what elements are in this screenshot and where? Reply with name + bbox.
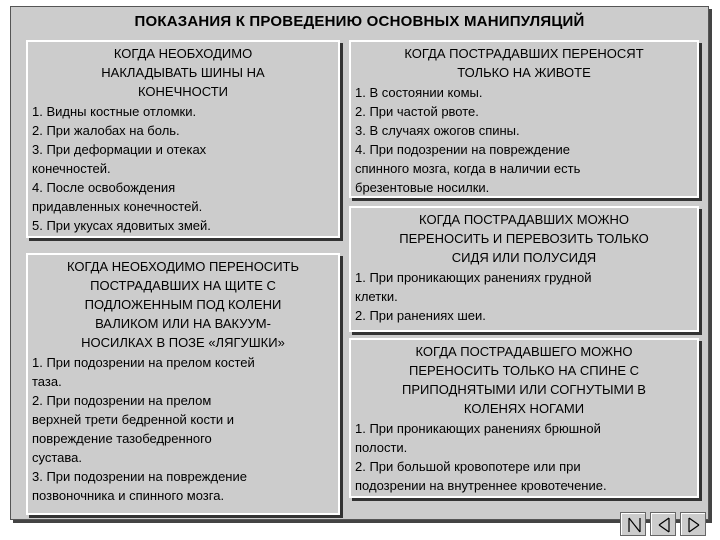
nav-first-button[interactable] — [620, 512, 646, 536]
list-item: 1. Видны костные отломки. — [32, 104, 197, 119]
panel-sitting — [349, 206, 699, 332]
panel-items — [355, 419, 693, 495]
list-item: 2. При большой кровопотере или при — [355, 459, 581, 474]
list-item: придавленных конечностей. — [32, 199, 203, 214]
list-item: 2. При жалобах на боль. — [32, 123, 180, 138]
list-item: 3. В случаях ожогов спины. — [355, 123, 520, 138]
list-item: 5. При укусах ядовитых змей. — [32, 218, 211, 233]
panel-on-stomach — [349, 40, 699, 198]
list-item: подозрении на внутреннее кровотечение. — [355, 478, 607, 493]
list-item: 2. При частой рвоте. — [355, 104, 479, 119]
list-item: 4. При подозрении на повреждение — [355, 142, 570, 157]
list-item: таза. — [32, 374, 62, 389]
list-item: 1. При проникающих ранениях брюшной — [355, 421, 601, 436]
list-item: 2. При подозрении на прелом — [32, 393, 212, 408]
list-item: брезентовые носилки. — [355, 180, 490, 195]
list-item: верхней трети бедренной кости и — [32, 412, 235, 427]
list-item: 2. При ранениях шеи. — [355, 308, 486, 323]
nav-next-button[interactable] — [680, 512, 706, 536]
nav-next-icon — [681, 513, 707, 537]
panel-items — [32, 353, 334, 505]
slide-navigation — [612, 512, 712, 538]
list-item: 3. При подозрении на повреждение — [32, 469, 247, 484]
panel-items — [355, 83, 693, 197]
list-item: 1. При проникающих ранениях грудной — [355, 270, 592, 285]
list-item: повреждение тазобедренного — [32, 431, 212, 446]
panel-on-back — [349, 338, 699, 498]
list-item: 3. При деформации и отеках — [32, 142, 207, 157]
panel-heading: КОГДА ПОСТРАДАВШЕГО МОЖНО ПЕРЕНОСИТЬ ТОЛЬКО НА СПИНЕ С ПРИПОДНЯТЫМИ ИЛИ СОГНУТЫМИ В КОЛЕНЯХ НОГАМИ — [402, 344, 646, 416]
panel-heading: КОГДА НЕОБХОДИМО НАКЛАДЫВАТЬ ШИНЫ НА КОНЕЧНОСТИ — [101, 46, 265, 99]
panel-splints — [26, 40, 340, 238]
panel-heading: КОГДА ПОСТРАДАВШИХ МОЖНО ПЕРЕНОСИТЬ И ПЕРЕВОЗИТЬ ТОЛЬКО СИДЯ ИЛИ ПОЛУСИДЯ — [399, 212, 649, 265]
nav-prev-icon — [651, 513, 677, 537]
panel-heading: КОГДА ПОСТРАДАВШИХ ПЕРЕНОСЯТ ТОЛЬКО НА ЖИВОТЕ — [404, 46, 644, 80]
panel-items — [32, 102, 334, 235]
list-item: 1. При подозрении на прелом костей — [32, 355, 255, 370]
list-item: конечностей. — [32, 161, 111, 176]
list-item: 1. В состоянии комы. — [355, 85, 483, 100]
slide-title: ПОКАЗАНИЯ К ПРОВЕДЕНИЮ ОСНОВНЫХ МАНИПУЛЯЦИЙ — [134, 13, 585, 30]
list-item: спинного мозга, когда в наличии есть — [355, 161, 581, 176]
nav-first-icon — [621, 513, 647, 537]
panel-frog-position — [26, 253, 340, 515]
list-item: 4. После освобождения — [32, 180, 176, 195]
list-item: клетки. — [355, 289, 398, 304]
list-item: полости. — [355, 440, 408, 455]
list-item: сустава. — [32, 450, 82, 465]
list-item: позвоночника и спинного мозга. — [32, 488, 225, 503]
panel-items — [355, 268, 693, 325]
nav-prev-button[interactable] — [650, 512, 676, 536]
panel-heading: КОГДА НЕОБХОДИМО ПЕРЕНОСИТЬ ПОСТРАДАВШИХ НА ЩИТЕ С ПОДЛОЖЕННЫМ ПОД КОЛЕНИ ВАЛИКОМ ИЛИ НА ВАКУУМ- НОСИЛКАХ В ПОЗЕ «ЛЯГУШКИ» — [66, 259, 300, 350]
